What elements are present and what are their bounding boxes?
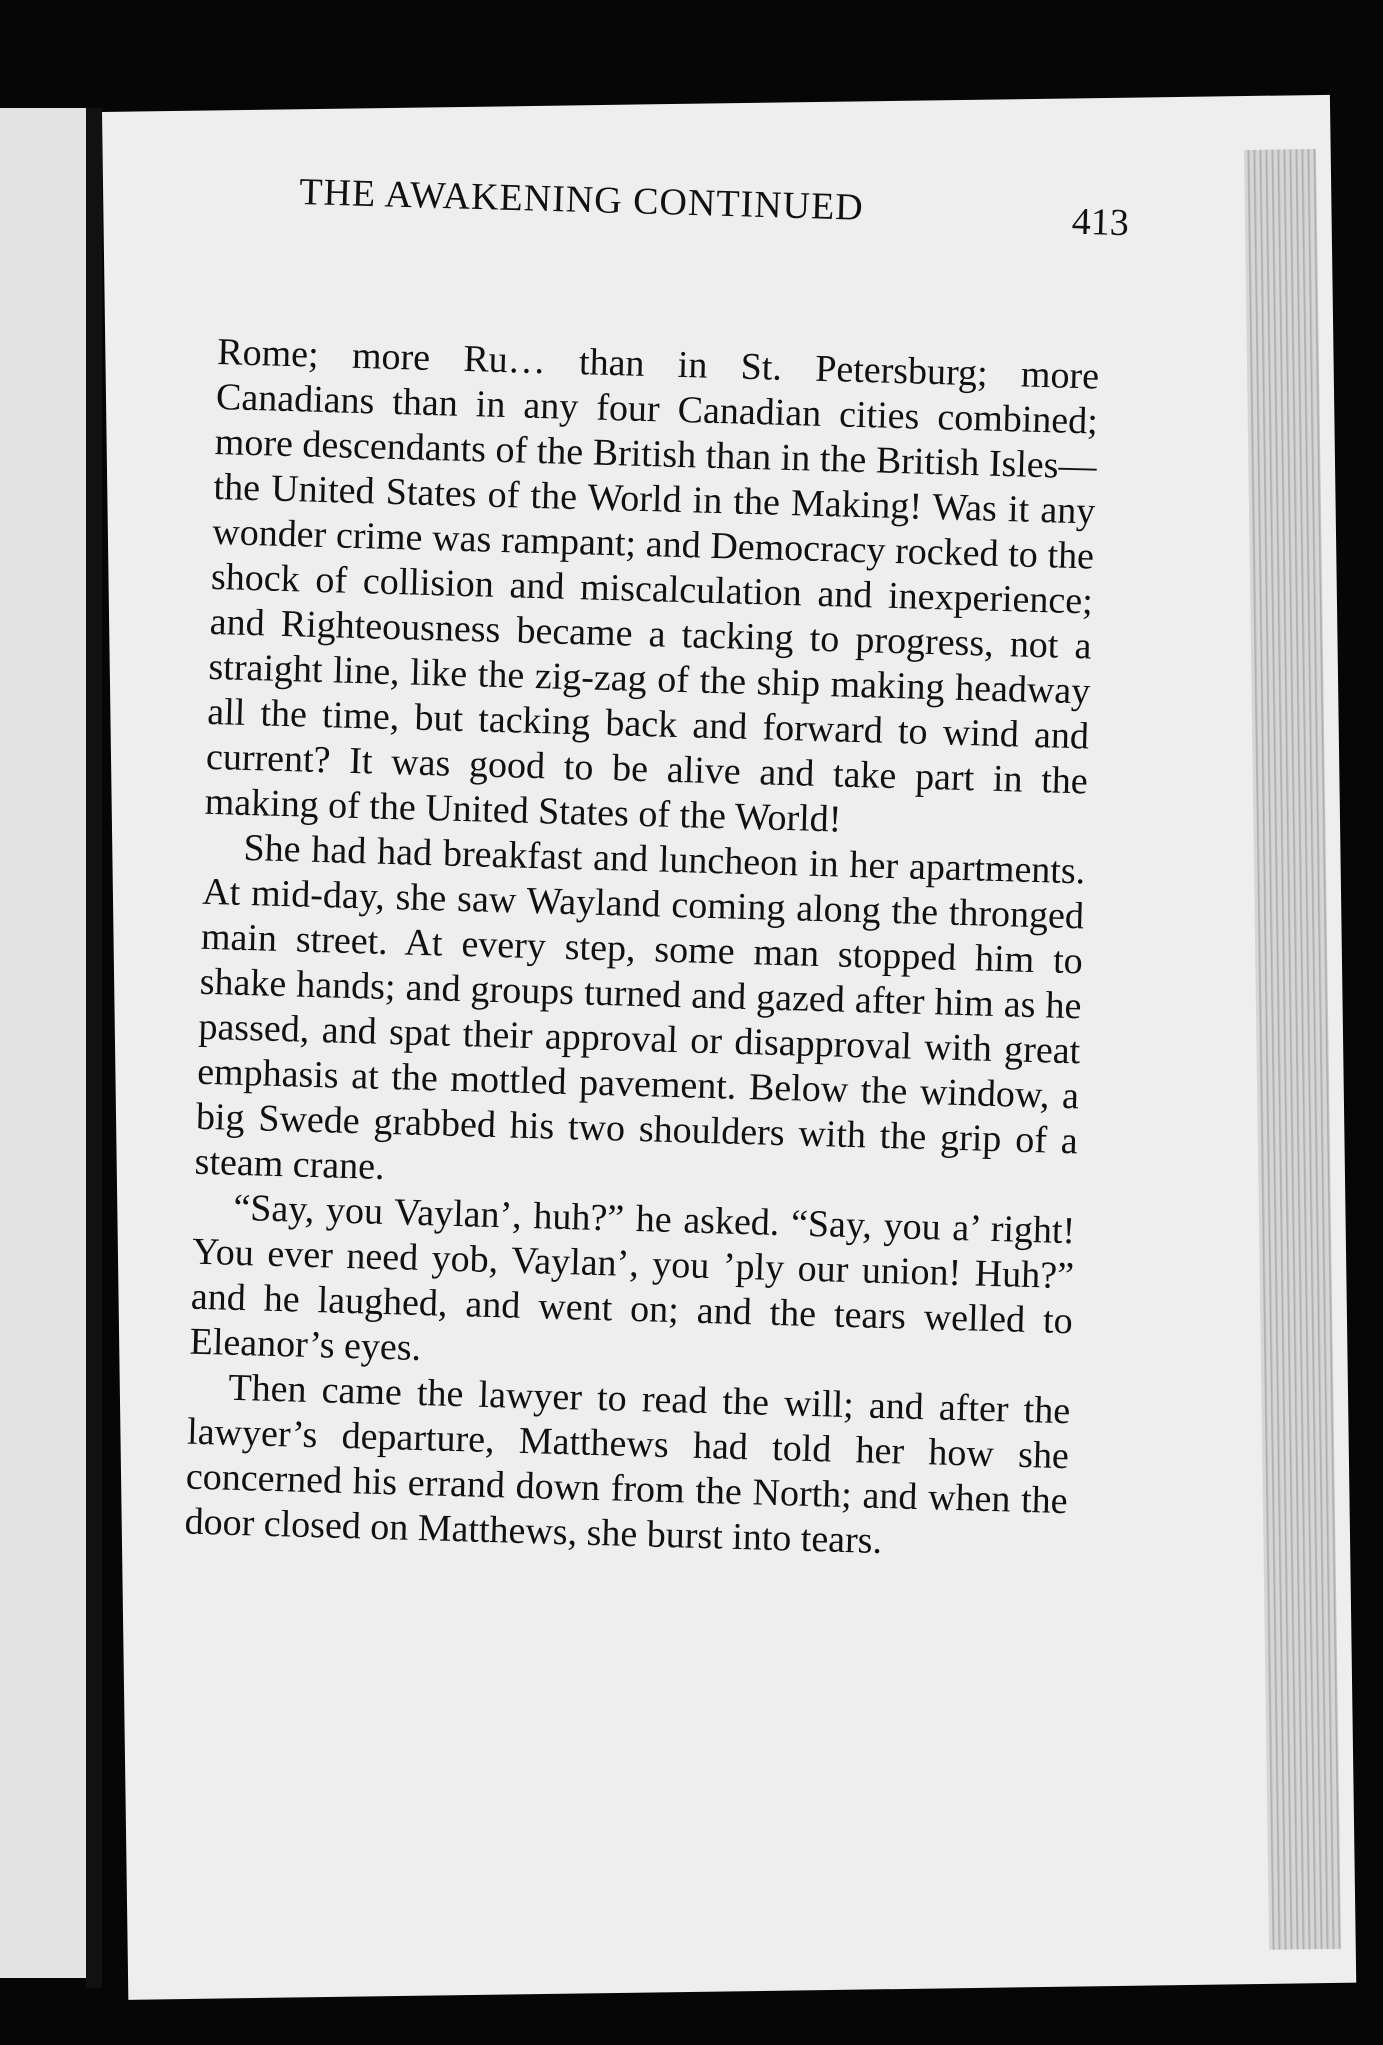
book-gutter (86, 108, 102, 1988)
paragraph: She had had breakfast and luncheon in her apartments. At mid-day, she saw Wayland coming along the thronged main street. At every step, some man stopped him to shake hands; and groups turned and gazed after him as he passed, and spat their approval or disapproval with great emphasis at the mottled pavement. Below the window, a big Swede grabbed his two shoulders with the grip of a steam crane. (194, 826, 1086, 1188)
running-head: THE AWAKENING CONTINUED (298, 170, 865, 229)
paragraph: Then came the lawyer to read the will; and after the lawyer’s departure, Matthews had told her how she concerned his errand down from the North; and when the door closed on Matthews, she burst into tears. (184, 1366, 1071, 1563)
page-number: 413 (1071, 200, 1130, 245)
paragraph: Rome; more Ru… than in St. Petersburg; more Canadians than in any four Canadian cities combined; more descendants of the British than in the British Isles—the United States of the World in the Making! Was it any wonder crime was rampant; and Democracy rocked to the shock of collision and miscalculation and inexperience; and Righteousness became a tacking to progress, not a straight line, like the zig-zag of the ship making headway all the time, but tacking back and forward to wind and current? It was good to be alive and take part in the making of the United States of the World! (204, 330, 1100, 841)
page-body (184, 330, 1100, 1569)
paragraph: “Say, you Vaylan’, huh?” he asked. “Say, you a’ right! You ever need yob, Vaylan’, you ’ply our union! Huh?” and he laughed, and went on; and the tears welled to Eleanor’s eyes. (189, 1186, 1076, 1370)
facing-page-edge (0, 108, 86, 1978)
